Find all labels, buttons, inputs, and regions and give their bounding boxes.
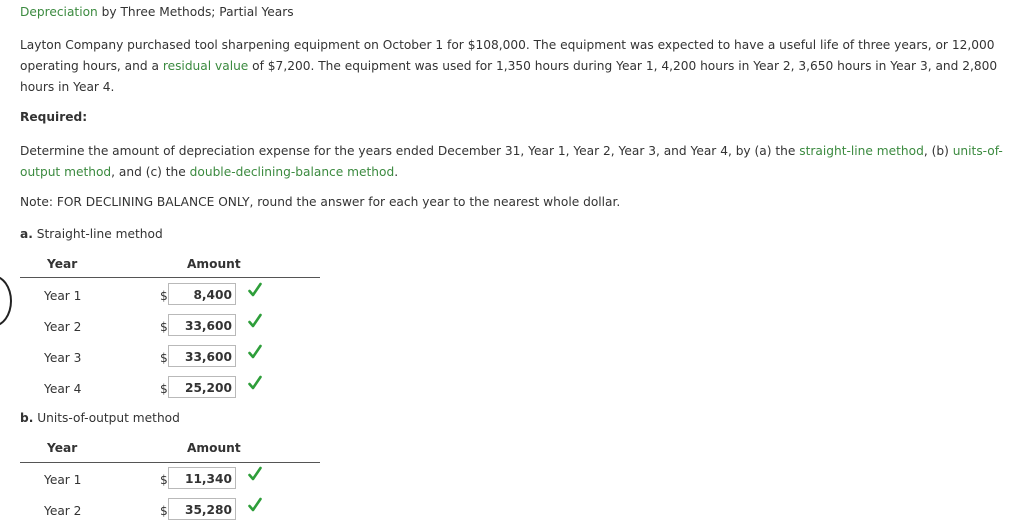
section-b-label: Units-of-output method bbox=[33, 411, 180, 425]
currency-symbol: $ bbox=[160, 504, 168, 518]
amount-input[interactable]: 25,200 bbox=[168, 376, 236, 398]
checkmark-icon bbox=[248, 497, 262, 516]
section-a-heading bbox=[20, 227, 163, 241]
table-row bbox=[0, 498, 300, 526]
currency-symbol: $ bbox=[160, 473, 168, 487]
table-row bbox=[0, 376, 300, 404]
checkmark-icon bbox=[248, 344, 262, 363]
table-row bbox=[0, 467, 300, 495]
year-label: Year 2 bbox=[44, 504, 82, 518]
required-heading: Required: bbox=[20, 110, 88, 124]
amount-input[interactable]: 33,600 bbox=[168, 314, 236, 336]
intro-text-2: of $7,200. The equipment was used for 1,350 hours during Year 1, 4,200 hours in Year 2, 3,650 hours in Year 3, and 2,800 hours in Year 4. bbox=[20, 59, 998, 94]
currency-symbol: $ bbox=[160, 289, 168, 303]
section-a-amount-header: Amount bbox=[187, 257, 241, 271]
units-of-output-link[interactable]: units-of-output method bbox=[20, 144, 1003, 179]
checkmark-icon bbox=[248, 313, 262, 332]
currency-symbol: $ bbox=[160, 382, 168, 396]
section-b-year-header: Year bbox=[47, 441, 78, 455]
section-a-label: Straight-line method bbox=[32, 227, 163, 241]
page-title bbox=[20, 5, 294, 19]
currency-symbol: $ bbox=[160, 320, 168, 334]
table-row bbox=[0, 283, 300, 311]
table-row bbox=[0, 314, 300, 342]
section-a-letter: a. bbox=[20, 227, 33, 241]
determine-text-4: . bbox=[394, 165, 399, 179]
rounding-note: Note: FOR DECLINING BALANCE ONLY, round the answer for each year to the nearest whole dollar. bbox=[20, 195, 621, 209]
determine-text-1: Determine the amount of depreciation expense for the years ended December 31, Year 1, Year 2, Year 3, and Year 4, by (a) the bbox=[20, 144, 800, 158]
problem-statement bbox=[20, 35, 1010, 98]
section-a-year-header: Year bbox=[47, 257, 78, 271]
year-label: Year 1 bbox=[44, 473, 82, 487]
determine-text-2: , (b) bbox=[923, 144, 953, 158]
year-label: Year 3 bbox=[44, 351, 82, 365]
year-label: Year 1 bbox=[44, 289, 82, 303]
section-b-amount-header: Amount bbox=[187, 441, 241, 455]
amount-input[interactable]: 33,600 bbox=[168, 345, 236, 367]
table-row bbox=[0, 345, 300, 373]
checkmark-icon bbox=[248, 466, 262, 485]
year-label: Year 4 bbox=[44, 382, 82, 396]
year-label: Year 2 bbox=[44, 320, 82, 334]
title-rest: by Three Methods; Partial Years bbox=[97, 5, 294, 19]
amount-input[interactable]: 8,400 bbox=[168, 283, 236, 305]
straight-line-link[interactable]: straight-line method bbox=[799, 144, 924, 158]
intro-text-1: Layton Company purchased tool sharpening equipment on October 1 for $108,000. The equipment was expected to have a useful life of three years, or 12,000 operating hours, and a bbox=[20, 38, 995, 73]
section-b-heading bbox=[20, 411, 180, 425]
amount-input[interactable]: 35,280 bbox=[168, 498, 236, 520]
double-declining-link[interactable]: double-declining-balance method bbox=[189, 165, 395, 179]
section-a-header-rule bbox=[20, 277, 320, 278]
section-b-letter: b. bbox=[20, 411, 34, 425]
residual-value-link[interactable]: residual value bbox=[162, 59, 249, 73]
depreciation-link[interactable]: Depreciation bbox=[20, 5, 98, 19]
determine-text-3: , and (c) the bbox=[111, 165, 190, 179]
section-b-header-rule bbox=[20, 462, 320, 463]
amount-input[interactable]: 11,340 bbox=[168, 467, 236, 489]
checkmark-icon bbox=[248, 282, 262, 301]
requirement-text bbox=[20, 141, 1010, 183]
checkmark-icon bbox=[248, 375, 262, 394]
currency-symbol: $ bbox=[160, 351, 168, 365]
